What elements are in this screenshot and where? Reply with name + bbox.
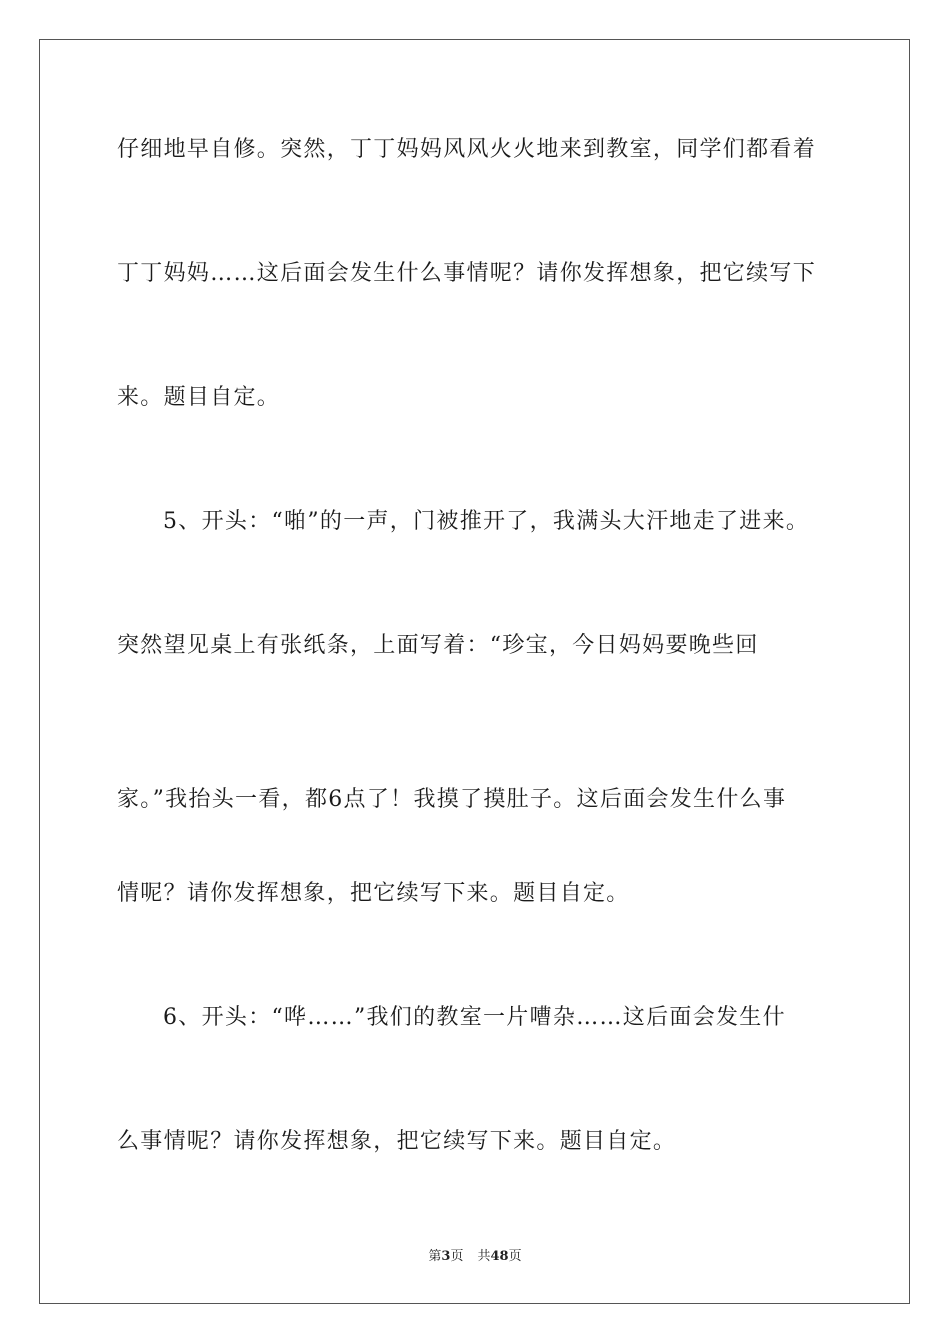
text-line-9: 么事情呢？请你发挥想象，把它续写下来。题目自定。 [117,1129,677,1154]
total-pages: 48 [490,1249,509,1264]
text-line-4-item-5: 5、开头：“啪”的一声，门被推开了，我满头大汗地走了进来。 [163,509,810,534]
text-line-1: 仔细地早自修。突然，丁丁妈妈风风火火地来到教室，同学们都看着 [117,137,817,162]
text-line-5: 突然望见桌上有张纸条，上面写着：“珍宝，今日妈妈要晚些回 [117,633,759,658]
page-border [39,39,910,1304]
page-number: 3 [441,1249,451,1264]
total-prefix: 共 [477,1249,491,1264]
page-prefix: 第 [428,1249,442,1264]
text-line-7: 情呢？请你发挥想象，把它续写下来。题目自定。 [117,881,630,906]
page-suffix: 页 [450,1249,464,1264]
text-line-3: 来。题目自定。 [117,385,281,410]
text-line-6: 家。”我抬头一看，都6点了！我摸了摸肚子。这后面会发生什么事 [117,787,787,812]
text-line-2: 丁丁妈妈……这后面会发生什么事情呢？请你发挥想象，把它续写下 [117,261,817,286]
total-suffix: 页 [508,1249,522,1264]
text-line-8-item-6: 6、开头：“哗……”我们的教室一片嘈杂……这后面会发生什 [163,1005,786,1030]
page-footer [0,1248,950,1266]
